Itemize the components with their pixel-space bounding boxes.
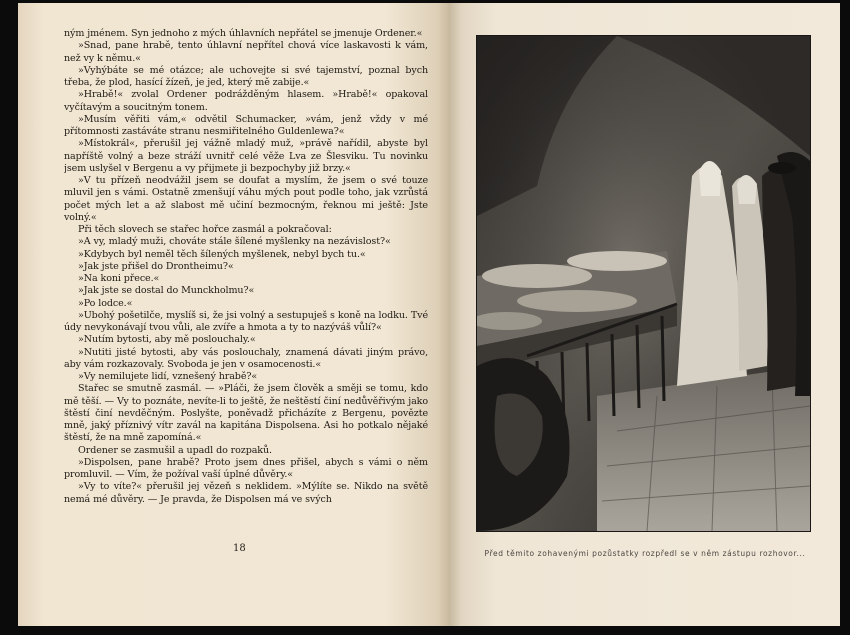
paragraph: Ordener se zasmušil a upadl do rozpaků. <box>78 444 272 456</box>
paragraph: »Nutiti jisté bytosti, aby vás poslouchaly, znamená dávati jiným právo, aby vám rozkazovaly. Svoboda je jen v osamocenosti.« <box>64 346 428 370</box>
paragraph: »Nutím bytosti, aby mě poslouchaly.« <box>78 334 256 346</box>
morgue-scene-image <box>477 36 810 531</box>
paragraph: »Jak jste se dostal do Munckholmu?« <box>78 285 255 297</box>
paragraph: ným jménem. Syn jednoho z mých úhlavních nepřátel se jmenuje Ordener.« <box>64 28 423 39</box>
paragraph: »A vy, mladý muži, chováte stále šílené myšlenky na nezávislost?« <box>78 236 391 248</box>
paragraph: »Jak jste přišel do Drontheimu?« <box>78 260 234 272</box>
paragraph: Stařec se smutně zasmál. — »Pláči, že jsem člověk a směji se tomu, kdo mě těší. — Vy to poznáte, nevíte-li to ještě, že neštěstí činí nedůvěřivým jako štěstí činí nevděčným. Poslyšte, poněvadž přicházíte z Bergenu, povězte mně, jaký příznivý vítr zavál na kapitána Dispolsena. Asi ho potkalo nějaké štěstí, že na mně zapomíná.« <box>64 383 428 444</box>
image-caption: Před těmito zohavenými pozůstatky rozpředl se v něm zástupu rozhovor... <box>484 549 806 558</box>
paragraph: »Vy to víte?« přerušil jej vězeň s neklidem. »Mýlíte se. Nikdo na světě nemá mé důvěry. — Je pravda, že Dispolsen má ve svých <box>64 481 428 505</box>
paragraph: »V tu přízeň neodvážil jsem se doufat a myslím, že jsem o své touze mluvil jen s vámi. Ostatně zmenšují váhu mých pout podle toho, jak vzrůstá počet mých let a až slabost mě učiní bezmocným, řeknou mi ještě: Jste volný.« <box>64 175 428 223</box>
paragraph: »Ubohý pošetilče, myslíš si, že jsi volný a sestupuješ s koně na lodku. Tvé údy nevykonávají tvou vůli, ale zvíře a hmota a ty to nazýváš vůlí?« <box>64 309 428 333</box>
paragraph: Při těch slovech se stařec hořce zasmál a pokračoval: <box>78 224 332 235</box>
page-number: 18 <box>233 543 246 554</box>
paragraph: »Kdybych byl neměl těch šílených myšlenek, nebyl bych tu.« <box>78 248 366 260</box>
paragraph: »Snad, pane hrabě, tento úhlavní nepřítel chová více laskavosti k vám, než vy k němu.« <box>64 40 428 64</box>
illustration <box>476 35 811 532</box>
paragraph: »Musím věřiti vám,« odvětil Schumacker, »vám, jenž vždy v mé přítomnosti zastáváte stranu nesmiřitelného Guldenlewa?« <box>64 113 428 137</box>
paragraph: »Dispolsen, pane hrabě? Proto jsem dnes přišel, abych s vámi o něm promluvil. — Vím, že požíval vaší úplné důvěry.« <box>64 456 428 480</box>
paragraph: »Vyhýbáte se mé otázce; ale uchovejte si své tajemství, poznal bych třeba, že plod, hasící žízeň, je jed, který mě zabije.« <box>64 64 428 88</box>
paragraph: »Po lodce.« <box>78 297 133 309</box>
body-text <box>64 28 428 540</box>
paragraph: »Místokrál«, přerušil jej vážně mladý muž, »právě nařídil, abyste byl napříště volný a beze stráží uvnitř celé věže Lva ze Šlesviku. Tu novinku jsem uslyšel v Bergenu a vy přijmete ji bezpochyby již brzy.« <box>64 138 428 174</box>
paragraph: »Hrabě!« zvolal Ordener podrážděným hlasem. »Hrabě!« opakoval vyčítavým a soucitným tonem. <box>64 89 428 113</box>
paragraph: »Vy nemilujete lidí, vznešený hrabě?« <box>78 371 258 382</box>
paragraph: »Na koni přece.« <box>78 273 160 284</box>
